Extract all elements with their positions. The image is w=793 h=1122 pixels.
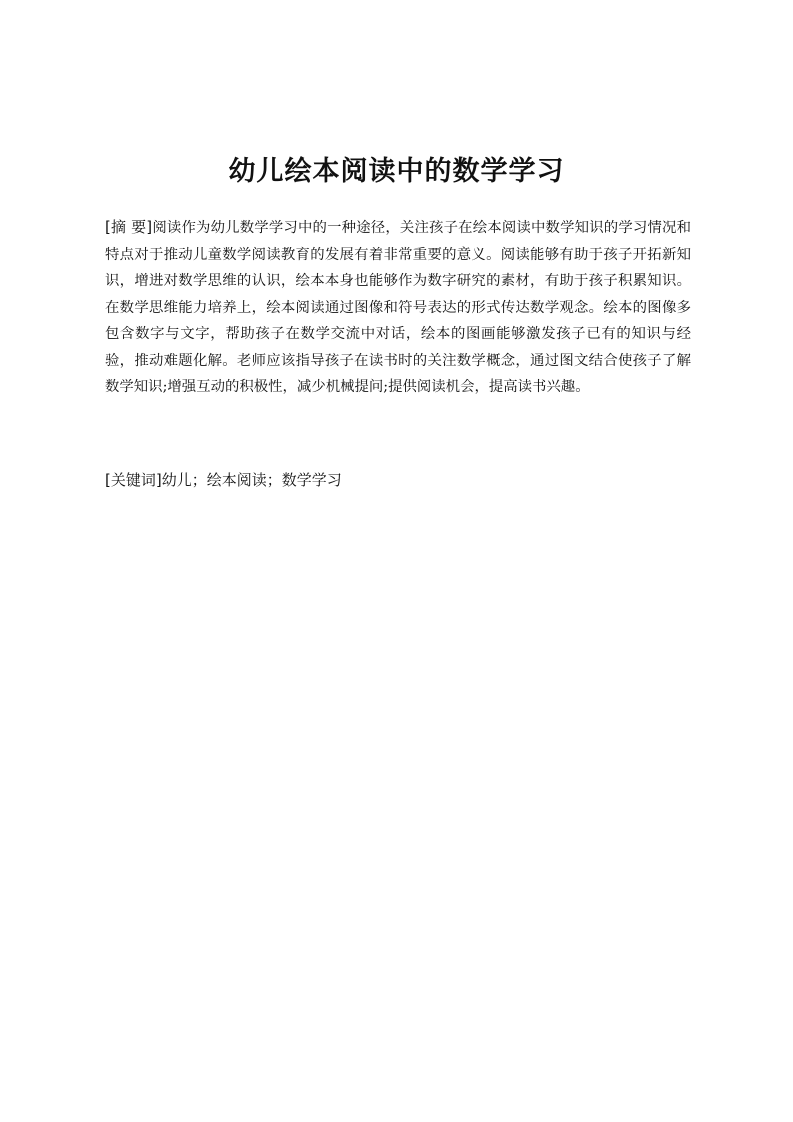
abstract-text: 阅读作为幼儿数学学习中的一种途径，关注孩子在绘本阅读中数学知识的学习情况和特点对于推动儿童数学阅读教育的发展有着非常重要的意义。阅读能够有助于孩子开拓新知识，增进对数学思维的认识，绘本本身也能够作为数字研究的素材，有助于孩子积累知识。在数学思维能力培养上，绘本阅读通过图像和符号表达的形式传达数学观念。绘本的图像多包含数字与文字，帮助孩子在数学交流中对话，绘本的图画能够激发孩子已有的知识与经验，推动难题化解。老师应该指导孩子在读书时的关注数学概念，通过图文结合使孩子了解数学知识;增强互动的积极性，减少机械提问;提供阅读机会，提高读书兴趣。 <box>105 220 691 395</box>
keywords-line <box>105 468 691 492</box>
abstract-paragraph <box>105 214 691 401</box>
keywords-text: 幼儿；绘本阅读；数学学习 <box>161 471 342 489</box>
abstract-label: [摘 要] <box>105 218 153 236</box>
page-title: 幼儿绘本阅读中的数学学习 <box>228 156 565 187</box>
keywords-label: [关键词] <box>105 471 162 489</box>
